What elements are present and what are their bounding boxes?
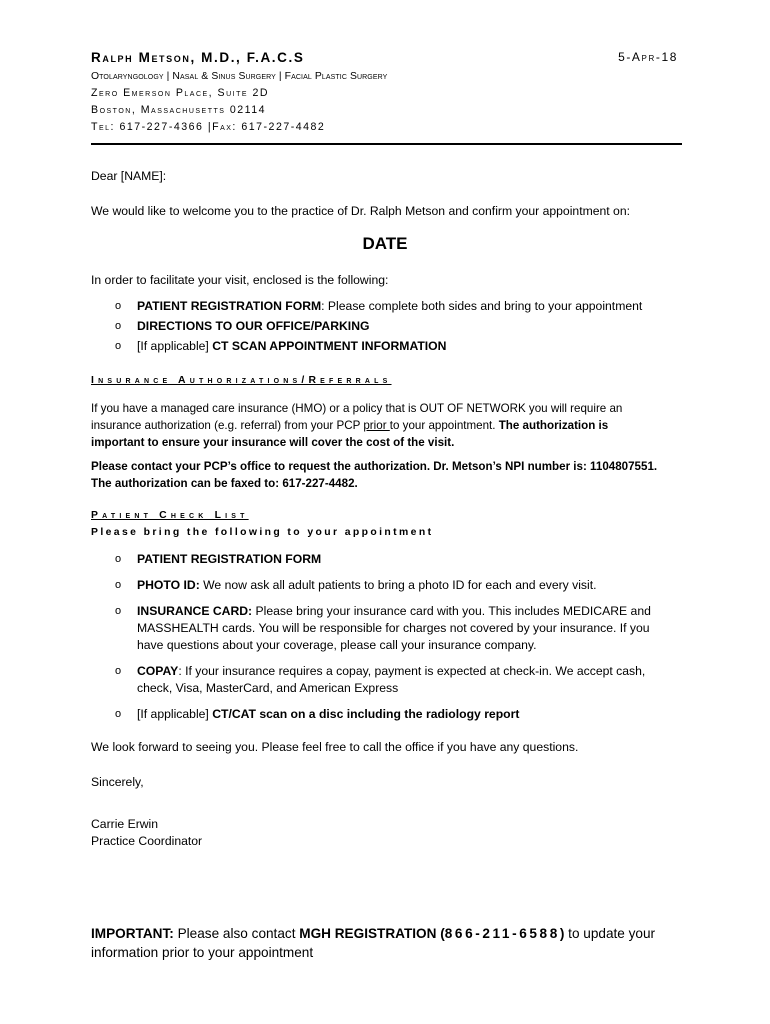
fax-number: 617-227-4482 — [241, 121, 326, 133]
checklist — [115, 551, 675, 723]
fax-line: The authorization can be faxed to: 617-227-4482. — [91, 477, 358, 490]
bullet-icon: o — [115, 579, 122, 591]
physician-name: Ralph Metson, M.D., F.A.C.S — [91, 50, 305, 65]
item-title: COPAY — [137, 664, 179, 678]
prior-underlined: prior — [363, 419, 390, 432]
item-text: : If your insurance requires a copay, payment is expected at check-in. We accept cash, — [178, 664, 646, 678]
mgh-phone: 866-211-6588 — [444, 926, 560, 941]
item-text: Please bring your insurance card with you. This includes MEDICARE and — [252, 604, 651, 618]
text-span: to update your information prior to your appointment — [91, 926, 656, 960]
specialties-line: Otolaryngology | Nasal & Sinus Surgery | Facial Plastic Surgery — [91, 71, 388, 82]
insurance-line-2 — [91, 417, 622, 434]
checklist-section-heading: Patient Check List — [91, 510, 249, 521]
item-title: DIRECTIONS TO OUR OFFICE/PARKING — [137, 319, 370, 333]
item-title: PATIENT REGISTRATION FORM — [137, 552, 322, 566]
list-item — [115, 706, 675, 723]
address-line-1: Zero Emerson Place, Suite 2D — [91, 87, 270, 99]
welcome-paragraph: We would like to welcome you to the practice of Dr. Ralph Metson and confirm your appointment on: — [91, 204, 631, 218]
signer-title: Practice Coordinator — [91, 834, 203, 848]
mgh-registration: MGH REGISTRATION ( — [299, 926, 445, 941]
appointment-date-heading: DATE — [362, 234, 408, 253]
closing-line: We look forward to seeing you. Please feel free to call the office if you have any questions. — [91, 740, 579, 754]
item-title: CT SCAN APPOINTMENT INFORMATION — [212, 339, 447, 353]
phone-number: 617-227-4366 — [119, 121, 204, 133]
signer-name: Carrie Erwin — [91, 817, 159, 831]
text-span: Please also contact — [173, 926, 300, 941]
item-title: PATIENT REGISTRATION FORM — [137, 299, 322, 313]
item-text: : Please complete both sides and bring to your appointment — [321, 299, 643, 313]
list-item — [115, 577, 675, 594]
enclosed-list — [115, 298, 642, 355]
letterhead-divider — [91, 143, 682, 145]
text-span-bold: The authorization is — [498, 419, 609, 432]
list-item — [115, 298, 642, 315]
item-text: check, Visa, MasterCard, and American Express — [137, 681, 399, 695]
item-title: PHOTO ID: — [137, 578, 200, 592]
bullet-icon: o — [115, 605, 122, 617]
item-prefix: [If applicable] — [137, 707, 213, 721]
fax-label: |Fax: — [207, 121, 237, 133]
list-item — [115, 338, 642, 355]
text-span: insurance authorization (e.g. referral) from your PCP — [91, 419, 364, 432]
item-text: We now ask all adult patients to bring a photo ID for each and every visit. — [199, 578, 597, 592]
item-title: CT/CAT scan on a disc including the radiology report — [212, 707, 520, 721]
text-span: to your appointment. — [389, 419, 499, 432]
bullet-icon: o — [115, 553, 122, 565]
enclosed-intro: In order to facilitate your visit, enclosed is the following: — [91, 273, 389, 287]
bullet-icon: o — [115, 665, 122, 677]
item-text: have questions about your coverage, please call your insurance company. — [137, 638, 537, 652]
letter-date: 5-Apr-18 — [618, 50, 678, 64]
sincerely: Sincerely, — [91, 775, 144, 789]
bullet-icon: o — [115, 320, 122, 332]
bullet-icon: o — [115, 300, 122, 312]
authorization-paragraph — [91, 458, 657, 492]
list-item — [115, 551, 675, 568]
contact-line — [91, 121, 681, 133]
list-item — [115, 663, 675, 697]
insurance-section-heading: Insurance Authorizations/Referrals — [91, 375, 392, 386]
item-text: MASSHEALTH cards. You will be responsible for charges not covered by your insurance. If you — [137, 621, 650, 635]
list-item — [115, 603, 675, 654]
phone-label: Tel: — [91, 121, 115, 133]
npi-line: Please contact your PCP’s office to request the authorization. Dr. Metson’s NPI number is: 1104807551. — [91, 460, 658, 473]
letterhead — [91, 50, 681, 133]
checklist-subheading: Please bring the following to your appointment — [91, 527, 434, 538]
item-prefix: [If applicable] — [137, 339, 213, 353]
bullet-icon: o — [115, 708, 122, 720]
address-line-2: Boston, Massachusetts 02114 — [91, 104, 267, 116]
insurance-line-1: If you have a managed care insurance (HMO) or a policy that is OUT OF NETWORK you will require an — [91, 402, 623, 415]
insurance-line-3: important to ensure your insurance will cover the cost of the visit. — [91, 436, 455, 449]
bullet-icon: o — [115, 340, 122, 352]
item-title: INSURANCE CARD: — [137, 604, 253, 618]
insurance-paragraph — [91, 400, 622, 451]
important-notice — [91, 924, 676, 962]
list-item — [115, 318, 642, 335]
salutation: Dear [NAME]: — [91, 169, 167, 183]
text-span-bold: ) — [559, 926, 565, 941]
important-label: IMPORTANT: — [91, 926, 174, 941]
